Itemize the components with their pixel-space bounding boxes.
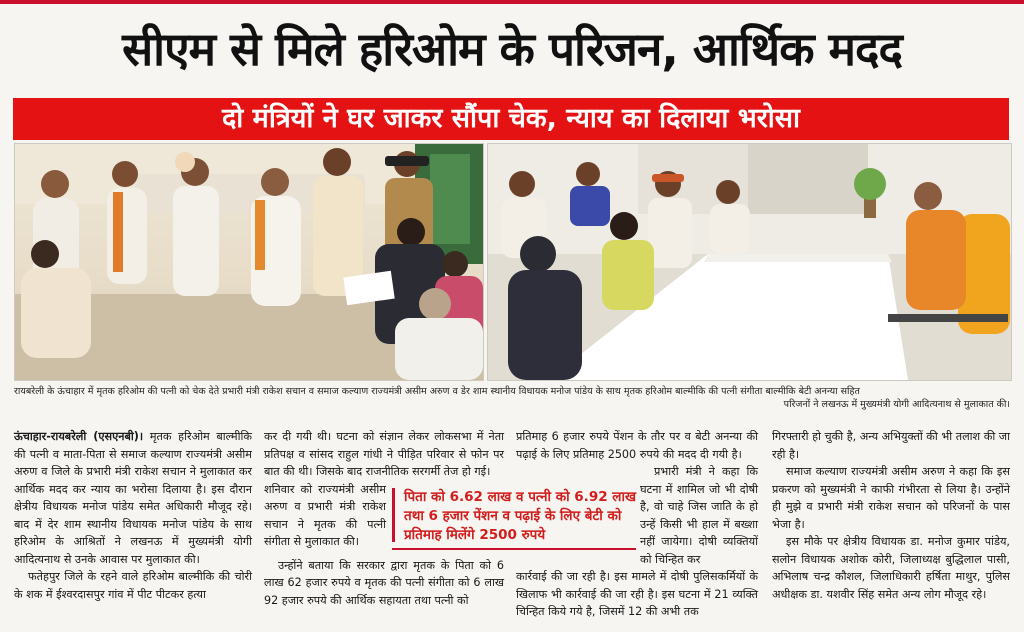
paragraph: शनिवार को राज्यमंत्री असीम अरुण व प्रभारी मंत्री राकेश सचान ने मृतक की पत्नी संगीता से मुलाकात की। bbox=[264, 482, 386, 548]
photo-cm-meeting-illustration bbox=[488, 144, 1011, 380]
article-column-4 bbox=[772, 428, 1010, 603]
top-rule bbox=[0, 0, 1024, 4]
subheadline: दो मंत्रियों ने घर जाकर सौंपा चेक, न्याय का दिलाया भरोसा bbox=[221, 103, 801, 134]
paragraph: कार्रवाई की जा रही है। इस मामले में दोषी पुलिसकर्मियों के खिलाफ भी कार्रवाई की जा रही है। इस घटना में 21 व्यक्ति चिन्हित किये गये है, जिसमें 12 की अभी तक bbox=[516, 570, 758, 618]
paragraph: कर दी गयी थी। घटना को संज्ञान लेकर लोकसभा में नेता प्रतिपक्ष व सांसद राहुल गांधी ने पीड़ित परिवार से फोन पर बात की थी। जिसके बाद राजनीतिक सरगर्मी तेज हो गई। bbox=[264, 430, 504, 478]
pull-quote bbox=[392, 482, 636, 550]
paragraph: मृतक हरिओम बाल्मीकि की पत्नी व माता-पिता से समाज कल्याण राज्यमंत्री असीम अरुण व जिले के प्रभारी मंत्री राकेश सचान ने मुलाकात कर आर्थिक मदद कर न्याय का भरोसा दिलाया है। इस दौरान क्षेत्रीय विधायक मनोज पांडेय समेत अधिकारी मौजूद रहे। बाद में देर शाम स्थानीय विधायक मनोज पांडेय के साथ हरिओम के आश्रितों ने लखनऊ में मुख्यमंत्री योगी आदित्यनाथ से उनके आवास पर मुलाकात की। bbox=[14, 430, 252, 566]
photo-cheque-handover bbox=[14, 143, 484, 381]
photo-cm-meeting bbox=[487, 143, 1012, 381]
paragraph: उन्होंने बताया कि सरकार द्वारा मृतक के पिता को 6 लाख 62 हजार रुपये व मृतक की पत्नी संगीता को 6 लाख 92 हजार रुपये की आर्थिक सहायता तथा पत्नी को bbox=[264, 558, 504, 607]
paragraph: प्रतिमाह 6 हजार रुपये पेंशन के तौर पर व बेटी अनन्या की पढ़ाई के लिए प्रतिमाह 2500 रुपये की मदद दी गयी है। bbox=[516, 430, 758, 461]
pull-quote-bar bbox=[392, 488, 395, 542]
caption-line-1: रायबरेली के ऊंचाहार में मृतक हरिओम की पत्नी को चेक देते प्रभारी मंत्री राकेश सचान व समाज कल्याण राज्यमंत्री असीम अरुण व डेर शाम स्थानीय विधायक मनोज पांडेय के साथ मृतक हरिओम बाल्मीकि की पत्नी संगीता बाल्मीकि बेटी अनन्या सहित bbox=[14, 386, 860, 397]
caption-line-2: परिजनों ने लखनऊ में मुख्यमंत्री योगी आदित्यनाथ से मुलाकात की। bbox=[783, 399, 1010, 410]
paragraph: प्रभारी मंत्री ने कहा कि घटना में शामिल जो भी दोषी है, वो चाहे जिस जाति के हो उन्हें किसी भी हाल में बख्शा नहीं जायेगा। दोषी व्यक्तियों को चिन्हित कर bbox=[640, 465, 758, 566]
photo-cheque-handover-illustration bbox=[15, 144, 483, 380]
dateline: ऊंचाहार-रायबरेली (एसएनबी)। bbox=[14, 430, 144, 443]
paragraph: समाज कल्याण राज्यमंत्री असीम अरुण ने कहा कि इस प्रकरण को मुख्यमंत्री ने काफी गंभीरता से लिया है। उन्होंने ही मुझे व प्रभारी मंत्री राकेश सचान को परिजनों के पास भेजा है। bbox=[772, 465, 1010, 531]
paragraph: इस मौके पर क्षेत्रीय विधायक डा. मनोज कुमार पांडेय, सलोन विधायक अशोक कोरी, जिलाध्यक्ष बुद्धिलाल पासी, अभिलाष चन्द्र कौशल, जिलाधिकारी हर्षिता माथुर, पुलिस अधीक्षक डा. यशवीर सिंह समेत अन्य लोग मौजूद रहे। bbox=[772, 535, 1010, 601]
article-column-1 bbox=[14, 428, 252, 603]
paragraph: फतेहपुर जिले के रहने वाले हरिओम बाल्मीकि की चोरी के शक में ईश्वरदासपुर गांव में पीट पीटकर हत्या bbox=[14, 570, 252, 601]
subheadline-banner bbox=[13, 98, 1009, 140]
paragraph: गिरफ्तारी हो चुकी है, अन्य अभियुक्तों की भी तलाश की जा रही है। bbox=[772, 430, 1010, 461]
headline: सीएम से मिले हरिओम के परिजन, आर्थिक मदद bbox=[122, 22, 902, 76]
pull-quote-text: पिता को 6.62 लाख व पत्नी को 6.92 लाख तथा 6 हजार पेंशन व पढ़ाई के लिए बेटी को प्रतिमाह मिलेंगे 2500 रुपये bbox=[404, 489, 636, 543]
photo-caption bbox=[14, 385, 1010, 411]
